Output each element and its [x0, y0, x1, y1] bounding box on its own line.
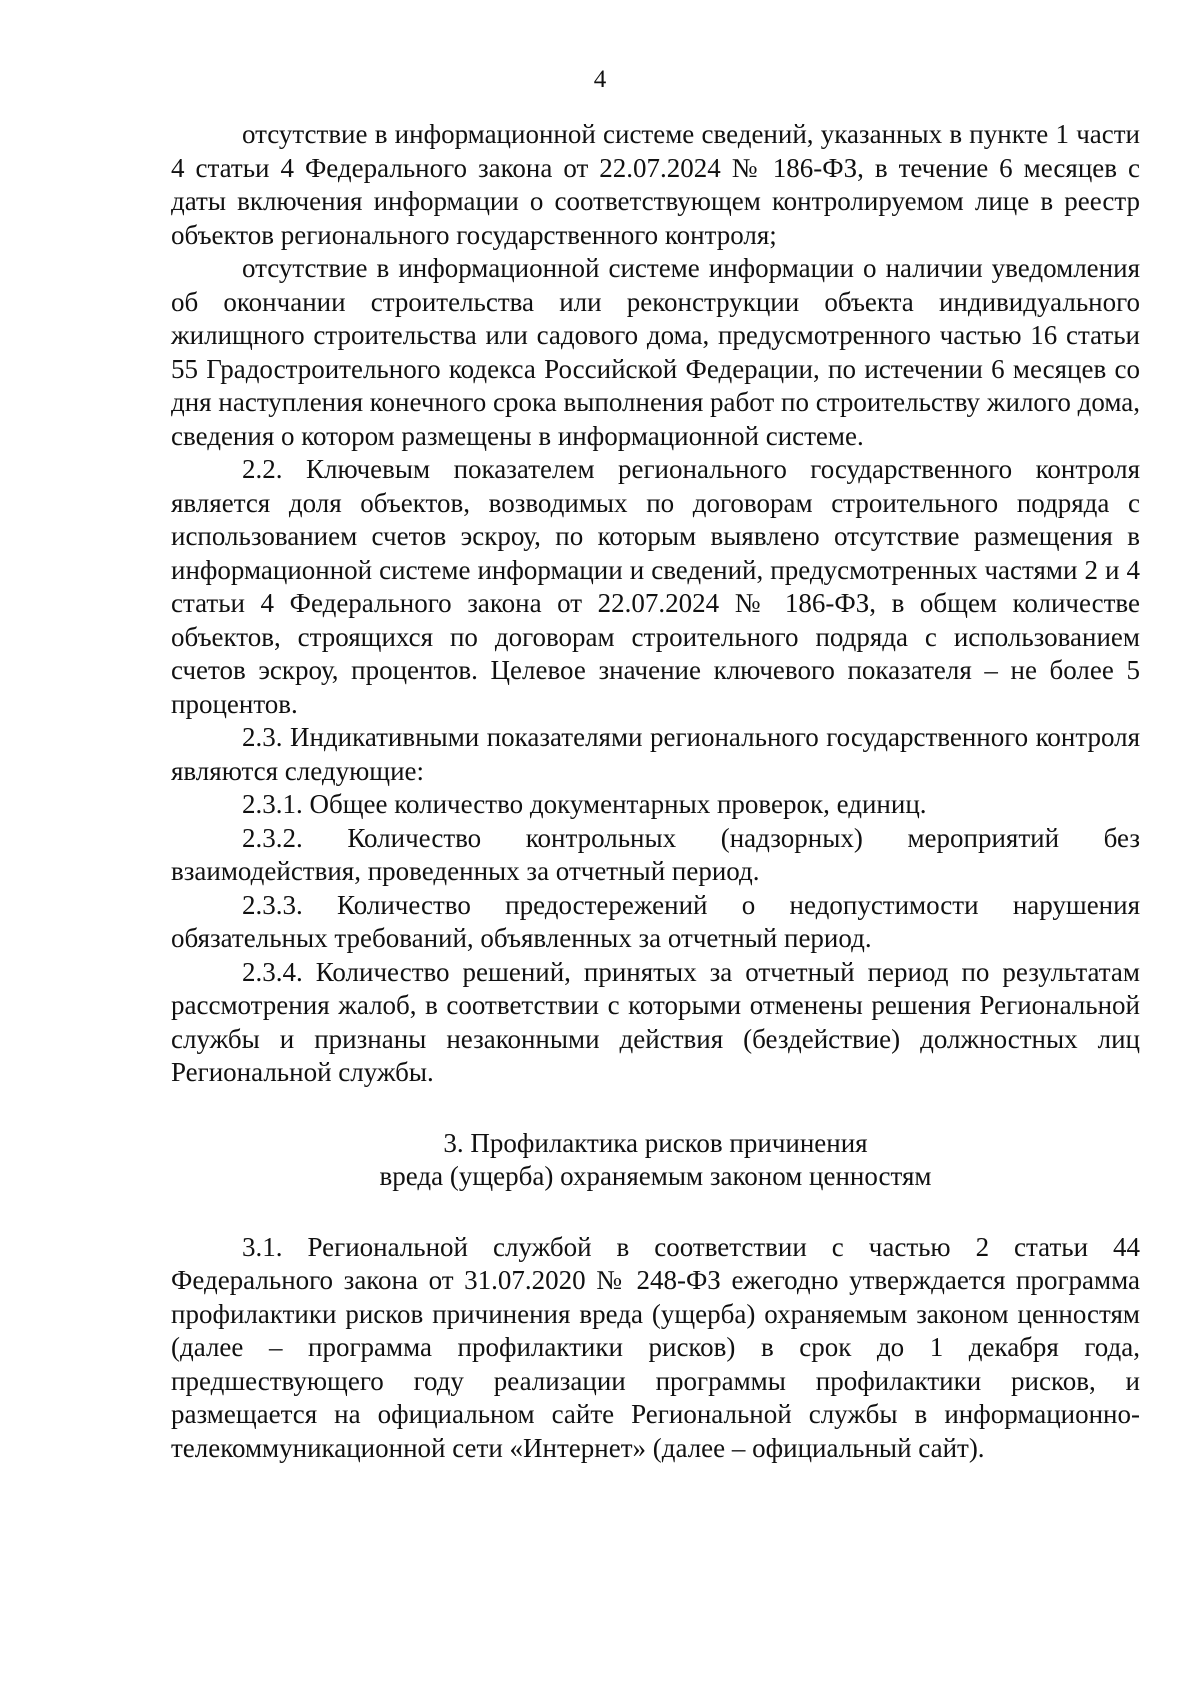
- section-3-heading-line-1: 3. Профилактика рисков причинения: [443, 1127, 868, 1158]
- paragraph-2-2-key-indicator: 2.2. Ключевым показателем регионального государственного контроля является доля объектов, возводимых по договорам строительного подряда с использованием счетов эскроу, по которым выявлено отсутствие размещения в информационной системе информации и сведений, предусмотренных частями 2 и 4 статьи 4 Федерального закона от 22.07.2024 № 186-ФЗ, в общем количестве объектов, строящихся по договорам строительного подряда с использованием счетов эскроу, процентов. Целевое значение ключевого показателя – не более 5 процентов.: [171, 454, 1140, 719]
- section-3-heading-line-2: вреда (ущерба) охраняемым законом ценностям: [379, 1161, 932, 1191]
- paragraph-2-3-2: 2.3.2. Количество контрольных (надзорных) мероприятий без взаимодействия, проведенных за отчетный период.: [171, 822, 1140, 886]
- paragraph-notification-absence: отсутствие в информационной системе информации о наличии уведомления об окончании строительства или реконструкции объекта индивидуального жилищного строительства или садового дома, предусмотренного частью 16 статьи 55 Градостроительного кодекса Российской Федерации, по истечении 6 месяцев со дня наступления конечного срока выполнения работ по строительству жилого дома, сведения о котором размещены в информационной системе.: [171, 253, 1140, 451]
- paragraph-2-3-3: 2.3.3. Количество предостережений о недопустимости нарушения обязательных требований, объявленных за отчетный период.: [171, 889, 1140, 953]
- section-3-heading: [171, 1127, 1140, 1194]
- page-number: 4: [593, 66, 607, 93]
- paragraph-2-3-1: 2.3.1. Общее количество документарных проверок, единиц.: [242, 789, 927, 819]
- paragraph-2-3-indicative-indicators: 2.3. Индикативными показателями регионального государственного контроля являются следующие:: [171, 722, 1140, 786]
- paragraph-2-3-4: 2.3.4. Количество решений, принятых за отчетный период по результатам рассмотрения жалоб, в соответствии с которыми отменены решения Региональной службы и признаны незаконными действия (бездействие) должностных лиц Региональной службы.: [171, 956, 1140, 1087]
- document-body: [171, 118, 1140, 1465]
- paragraph-info-system-absence: отсутствие в информационной системе сведений, указанных в пункте 1 части 4 статьи 4 Федерального закона от 22.07.2024 № 186-ФЗ, в течение 6 месяцев с даты включения информации о соответствующем контролируемом лице в реестр объектов регионального государственного контроля;: [171, 119, 1140, 250]
- paragraph-3-1: 3.1. Региональной службой в соответствии с частью 2 статьи 44 Федерального закона от 31.07.2020 № 248-ФЗ ежегодно утверждается программа профилактики рисков причинения вреда (ущерба) охраняемым законом ценностям (далее – программа профилактики рисков) в срок до 1 декабря года, предшествующего году реализации программы профилактики рисков, и размещается на официальном сайте Региональной службы в информационно-телекоммуникационной сети «Интернет» (далее – официальный сайт).: [171, 1231, 1140, 1463]
